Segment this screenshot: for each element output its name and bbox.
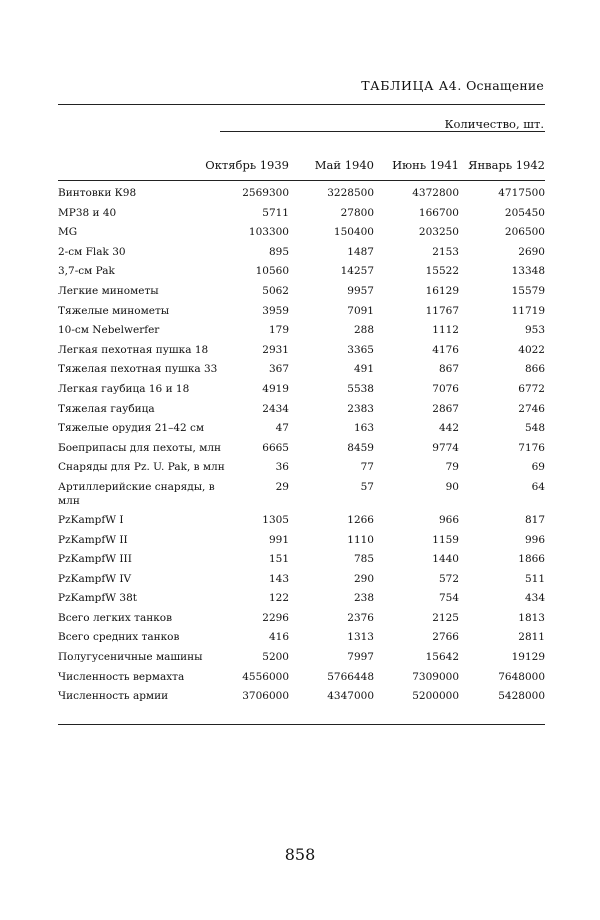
row-label: PzKampfW III	[58, 553, 132, 566]
table-cell: 3228500	[327, 187, 374, 199]
table-cell: 2867	[432, 402, 459, 415]
row-label: PzKampfW II	[58, 533, 128, 546]
table-cell: 1813	[518, 611, 545, 624]
table-cell: 6665	[262, 441, 289, 454]
table-row	[58, 630, 545, 650]
table-cell: 785	[353, 553, 374, 566]
table-cell: 5062	[262, 284, 289, 297]
row-label: Тяжелая гаубица	[58, 402, 155, 415]
table-cell: 90	[445, 480, 459, 493]
table-cell: 367	[268, 363, 289, 376]
table-cell: 7997	[347, 651, 374, 664]
table-cell: 2296	[262, 611, 289, 624]
table-cell: 2125	[432, 611, 459, 624]
table-cell: 290	[353, 572, 374, 585]
row-label: Винтовки К98	[58, 187, 137, 199]
table-cell: 4176	[432, 343, 459, 356]
table-cell: 14257	[340, 265, 374, 278]
table-cell: 5766448	[327, 670, 374, 683]
row-label: Численность вермахта	[58, 670, 185, 683]
table-cell: 1305	[262, 513, 289, 526]
table-title-name: Оснащение	[466, 78, 544, 93]
table-cell: 15642	[425, 651, 459, 664]
table-cell: 5200000	[412, 690, 459, 703]
table-cell: 2153	[432, 245, 459, 258]
table-cell: 7091	[347, 304, 374, 317]
table-cell: 13348	[511, 265, 545, 278]
row-label: PzKampfW IV	[58, 572, 132, 585]
table-cell: 19129	[511, 651, 545, 664]
table-cell: 1866	[518, 553, 545, 566]
table-cell: 11719	[511, 304, 545, 317]
table-row	[58, 264, 545, 284]
table-cell: 8459	[347, 441, 374, 454]
table-row	[58, 513, 545, 533]
table-cell: 15522	[425, 265, 459, 278]
page-number: 858	[284, 845, 316, 864]
table-cell: 5538	[347, 382, 374, 395]
row-label: МР38 и 40	[58, 206, 117, 219]
table-cell: 2746	[518, 402, 545, 415]
table-cell: 817	[524, 513, 545, 526]
header-rule	[58, 180, 545, 181]
table-cell: 206500	[504, 226, 545, 239]
table-cell: 2766	[432, 631, 459, 644]
row-label: Боеприпасы для пехоты, млн	[58, 441, 222, 454]
row-label: 10-см Nebelwerfer	[58, 324, 160, 337]
table-cell: 996	[524, 533, 545, 546]
column-header: Октябрь 1939	[205, 158, 289, 172]
table-cell: 2931	[262, 343, 289, 356]
table-cell: 1487	[347, 245, 374, 258]
table-cell: 511	[524, 572, 545, 585]
table-cell: 27800	[340, 206, 374, 219]
table-cell: 57	[360, 480, 374, 493]
table-cell: 64	[531, 480, 545, 493]
table-cell: 29	[275, 480, 289, 493]
table-row	[58, 480, 545, 513]
table-cell: 4022	[518, 343, 545, 356]
table-cell: 36	[275, 461, 289, 474]
table-title-prefix: ТАБЛИЦА А4.	[361, 78, 462, 93]
table-cell: 2690	[518, 245, 545, 258]
table-cell: 4919	[262, 382, 289, 395]
table-body	[58, 186, 545, 709]
table-cell: 7309000	[412, 670, 459, 683]
table-cell: 4372800	[412, 187, 459, 199]
table-row	[58, 402, 545, 422]
table-row	[58, 533, 545, 553]
row-label: Всего легких танков	[58, 611, 173, 624]
table-cell: 143	[268, 572, 289, 585]
table-cell: 79	[445, 461, 459, 474]
table-cell: 7076	[432, 382, 459, 395]
table-cell: 3706000	[242, 690, 289, 703]
table-cell: 6772	[518, 382, 545, 395]
row-label: Легкие минометы	[58, 284, 159, 297]
table-cell: 895	[268, 245, 289, 258]
table-cell: 866	[524, 363, 545, 376]
table-cell: 9957	[347, 284, 374, 297]
table-row	[58, 225, 545, 245]
units-rule	[220, 131, 545, 132]
table-cell: 1440	[432, 553, 459, 566]
table-row	[58, 421, 545, 441]
table-cell: 15579	[511, 284, 545, 297]
table-cell: 151	[268, 553, 289, 566]
row-label: Артиллерийские снаряды, в млн	[58, 480, 215, 507]
table-row	[58, 552, 545, 572]
table-cell: 416	[268, 631, 289, 644]
table-cell: 238	[353, 592, 374, 605]
table-cell: 203250	[418, 226, 459, 239]
table-row	[58, 186, 545, 206]
table-cell: 442	[438, 422, 459, 435]
table-cell: 179	[268, 324, 289, 337]
table-cell: 991	[268, 533, 289, 546]
table-cell: 867	[438, 363, 459, 376]
top-rule	[58, 104, 545, 105]
units-caption: Количество, шт.	[444, 117, 544, 131]
table-cell: 4717500	[498, 187, 545, 199]
table-cell: 434	[524, 592, 545, 605]
table-cell: 4556000	[242, 670, 289, 683]
row-label: Снаряды для Pz. U. Pak, в млн	[58, 461, 225, 474]
table-cell: 966	[438, 513, 459, 526]
column-header: Январь 1942	[468, 158, 545, 172]
table-cell: 548	[524, 422, 545, 435]
table-row	[58, 650, 545, 670]
table-cell: 2569300	[242, 187, 289, 199]
row-label: MG	[58, 226, 78, 239]
row-label: Легкая гаубица 16 и 18	[58, 382, 190, 395]
table-cell: 7176	[518, 441, 545, 454]
row-label: Тяжелые орудия 21–42 см	[58, 422, 205, 435]
table-row	[58, 441, 545, 461]
table-cell: 5200	[262, 651, 289, 664]
row-label: Полугусеничные машины	[58, 651, 203, 664]
table-cell: 2376	[347, 611, 374, 624]
table-cell: 166700	[418, 206, 459, 219]
table-row	[58, 304, 545, 324]
table-cell: 103300	[248, 226, 289, 239]
table-cell: 205450	[504, 206, 545, 219]
table-cell: 288	[353, 324, 374, 337]
table-cell: 69	[531, 461, 545, 474]
table-cell: 9774	[432, 441, 459, 454]
table-row	[58, 460, 545, 480]
table-cell: 3365	[347, 343, 374, 356]
row-label: PzKampfW 38t	[58, 592, 137, 605]
table-cell: 3959	[262, 304, 289, 317]
table-row	[58, 689, 545, 709]
table-row	[58, 245, 545, 265]
table-cell: 122	[268, 592, 289, 605]
table-cell: 1112	[432, 324, 459, 337]
table-row	[58, 343, 545, 363]
table-cell: 150400	[333, 226, 374, 239]
table-cell: 754	[438, 592, 459, 605]
table-cell: 47	[275, 422, 289, 435]
table-cell: 953	[524, 324, 545, 337]
table-cell: 1110	[347, 533, 374, 546]
table-cell: 10560	[255, 265, 289, 278]
row-label: 2-см Flak 30	[58, 245, 126, 258]
table-cell: 16129	[425, 284, 459, 297]
table-row	[58, 591, 545, 611]
table-row	[58, 611, 545, 631]
table-cell: 2383	[347, 402, 374, 415]
table-cell: 1313	[347, 631, 374, 644]
table-cell: 163	[353, 422, 374, 435]
table-row	[58, 382, 545, 402]
table-cell: 4347000	[327, 690, 374, 703]
table-row	[58, 572, 545, 592]
row-label: Тяжелые минометы	[58, 304, 170, 317]
table-cell: 1266	[347, 513, 374, 526]
column-header: Июнь 1941	[392, 158, 459, 172]
row-label: 3,7-см Pak	[58, 265, 115, 278]
column-header: Май 1940	[314, 158, 374, 172]
row-label: Тяжелая пехотная пушка 33	[58, 363, 218, 376]
table-cell: 491	[353, 363, 374, 376]
bottom-rule	[58, 724, 545, 725]
table-row	[58, 323, 545, 343]
table-cell: 2811	[518, 631, 545, 644]
table-cell: 2434	[262, 402, 289, 415]
row-label: Численность армии	[58, 690, 169, 703]
table-row	[58, 206, 545, 226]
row-label: Всего средних танков	[58, 631, 180, 644]
table-row	[58, 670, 545, 690]
table-row	[58, 362, 545, 382]
table-cell: 5711	[262, 206, 289, 219]
table-cell: 11767	[425, 304, 459, 317]
table-cell: 1159	[432, 533, 459, 546]
table-cell: 572	[438, 572, 459, 585]
table-cell: 77	[360, 461, 374, 474]
row-label: PzKampfW I	[58, 513, 124, 526]
row-label: Легкая пехотная пушка 18	[58, 343, 209, 356]
column-headers	[58, 158, 545, 174]
table-title	[361, 78, 544, 93]
table-cell: 7648000	[498, 670, 545, 683]
table-cell: 5428000	[498, 690, 545, 703]
table-row	[58, 284, 545, 304]
